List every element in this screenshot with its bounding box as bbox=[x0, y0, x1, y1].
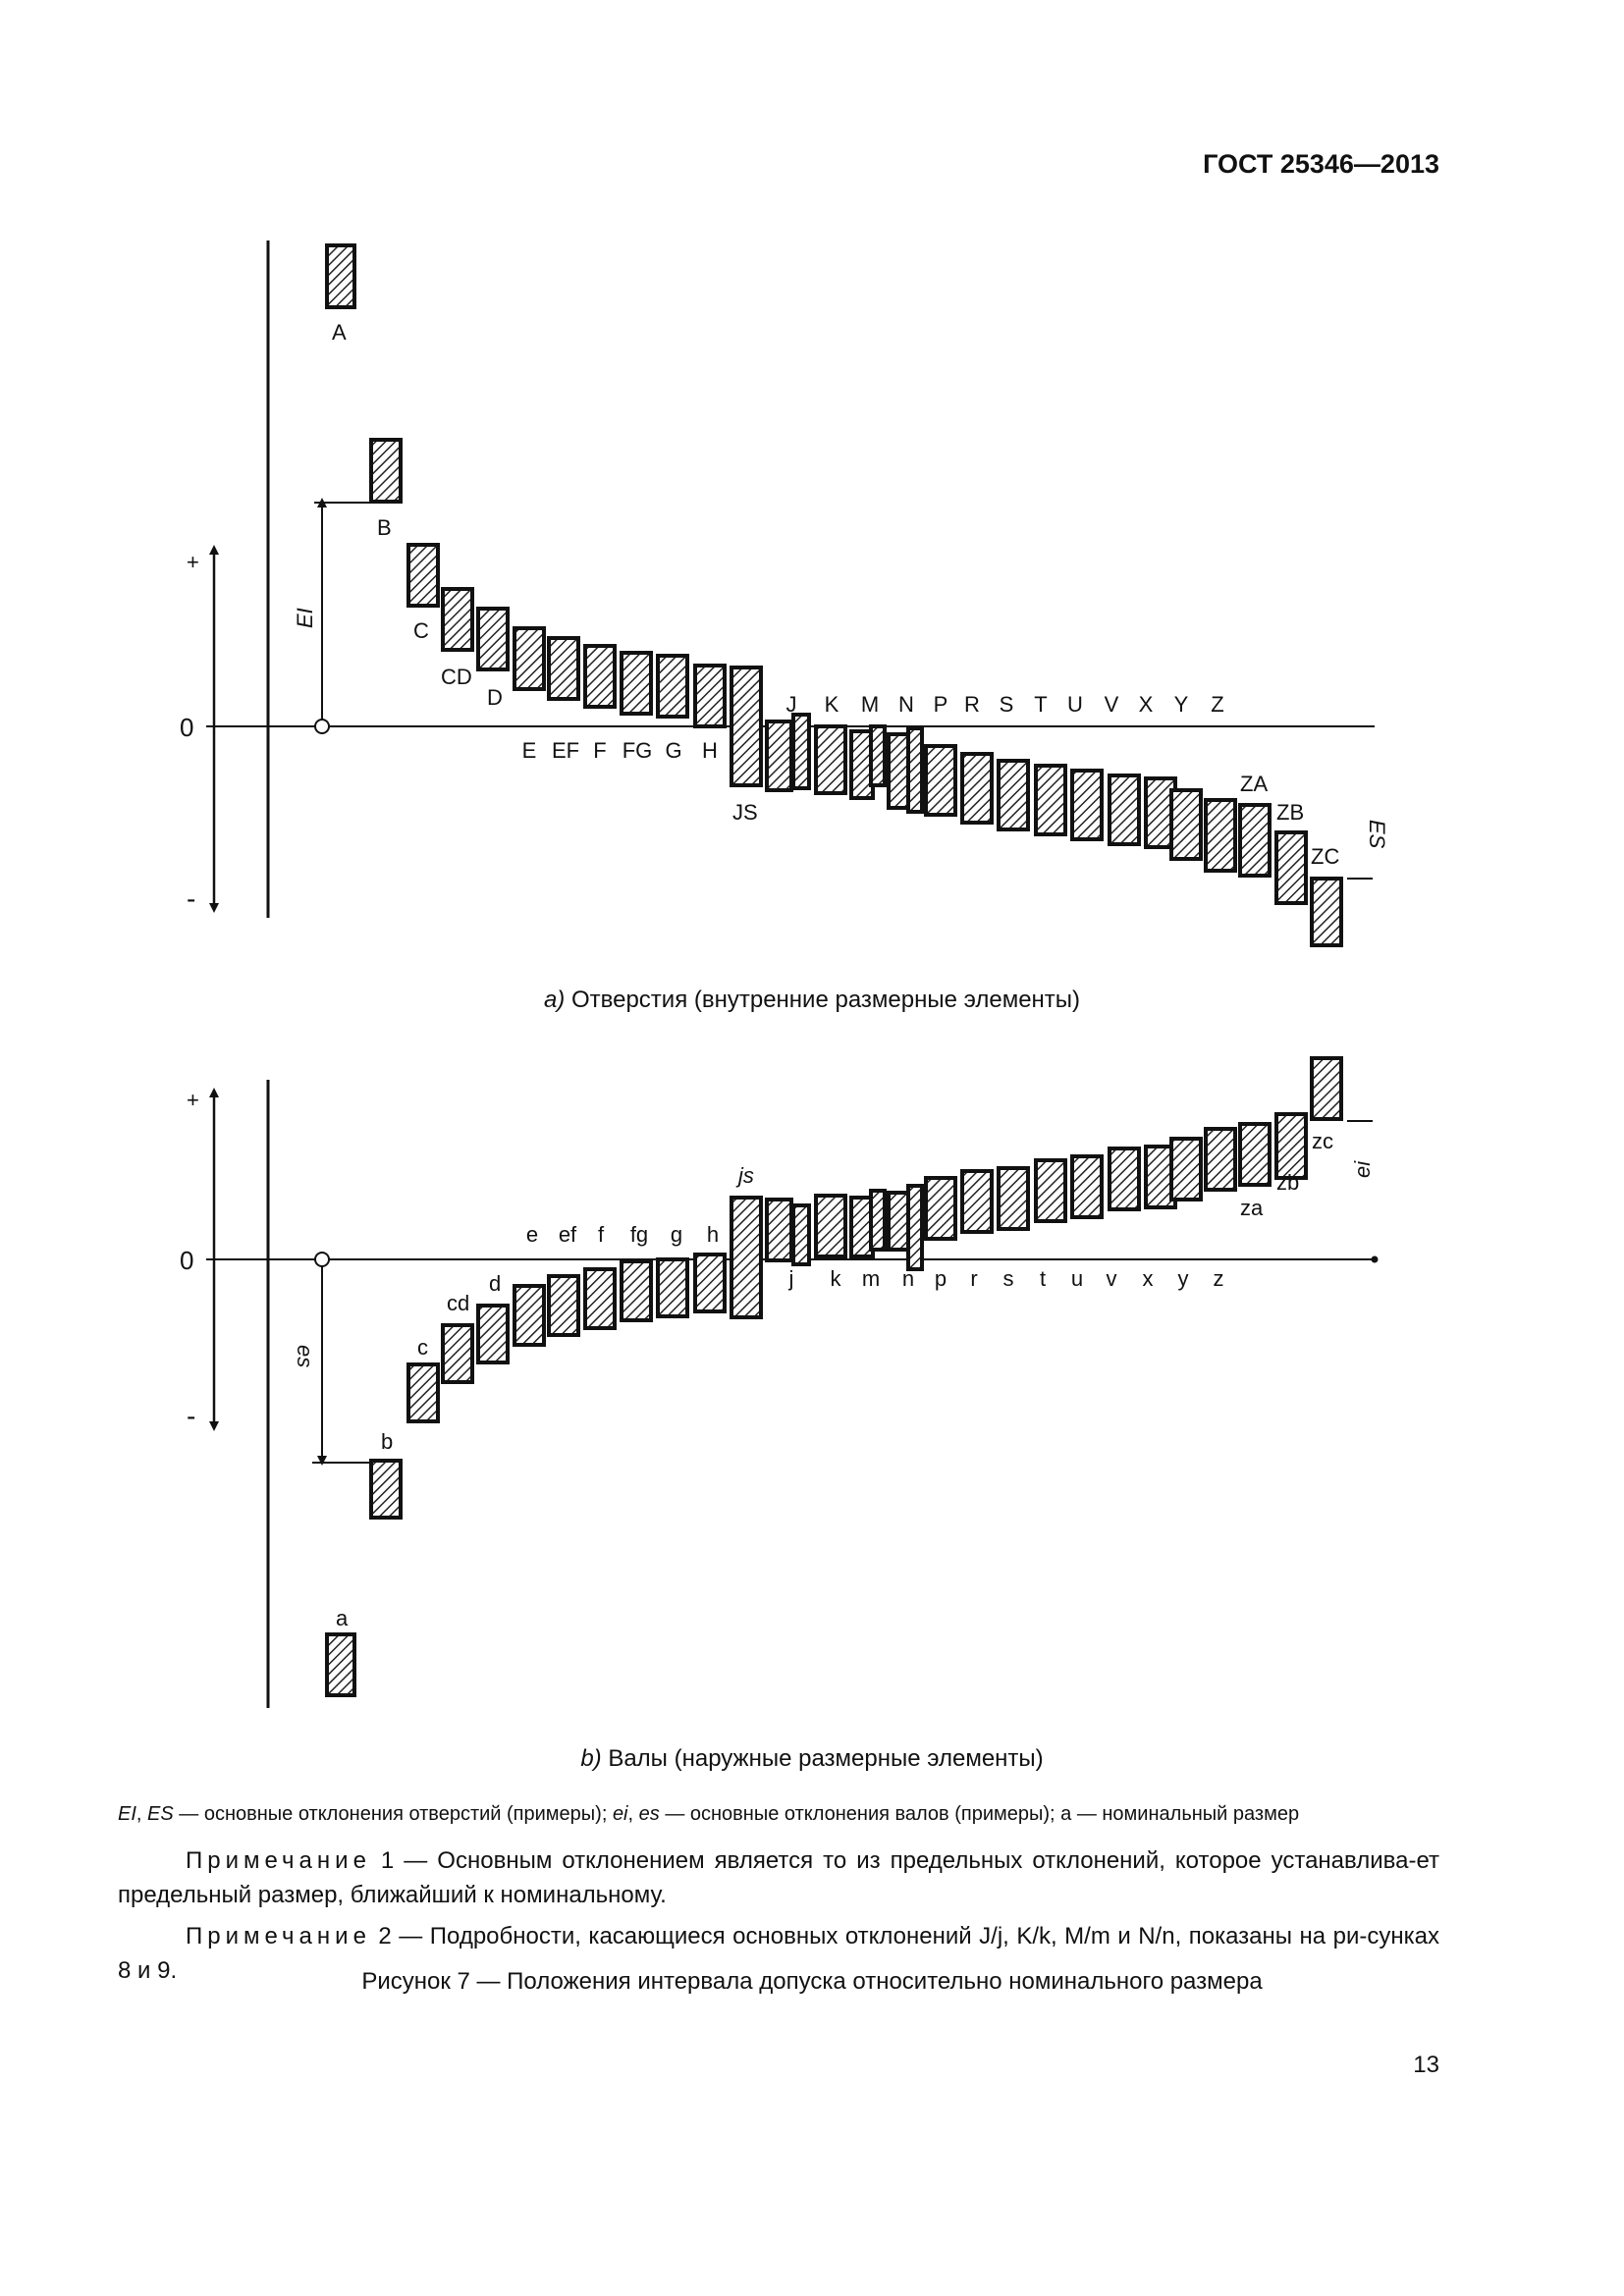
legend-sep1: , bbox=[135, 1803, 148, 1825]
bar-n2 bbox=[908, 1186, 922, 1269]
axis-minus-b: - bbox=[187, 1401, 196, 1431]
label-u: u bbox=[1070, 1266, 1084, 1291]
bar-J bbox=[767, 721, 791, 790]
label-V: V bbox=[1104, 692, 1119, 717]
bar-B bbox=[371, 440, 401, 502]
bar-S bbox=[999, 761, 1028, 829]
bar-U bbox=[1072, 771, 1102, 839]
label-CD: CD bbox=[441, 665, 472, 689]
bar-u bbox=[1072, 1156, 1102, 1217]
bar-d bbox=[478, 1306, 508, 1362]
bar-f bbox=[585, 1269, 615, 1328]
label-C: C bbox=[413, 618, 429, 643]
bar-h bbox=[695, 1255, 725, 1311]
label-zb: zb bbox=[1276, 1170, 1300, 1195]
bar-P bbox=[926, 746, 955, 815]
bar-EF bbox=[549, 638, 578, 699]
bar-v bbox=[1110, 1148, 1139, 1209]
label-m: m bbox=[861, 1266, 881, 1291]
bar-k bbox=[816, 1196, 845, 1256]
axis-plus-b: + bbox=[187, 1088, 199, 1112]
label-G: G bbox=[665, 738, 682, 763]
bar-ZC bbox=[1312, 879, 1341, 945]
bar-m2 bbox=[871, 1191, 885, 1250]
document-header: ГОСТ 25346—2013 bbox=[1203, 149, 1439, 179]
bar-JS bbox=[731, 667, 761, 785]
bar-j2 bbox=[793, 1205, 809, 1264]
note-2-text: 2 — Подробности, касающиеся основных отклонений J/j, K/k, M/m и N/n, показаны на ри-сунках 8 и 9. bbox=[118, 1923, 1439, 1984]
bar-j bbox=[767, 1200, 791, 1260]
label-A: A bbox=[332, 320, 347, 345]
label-g: g bbox=[670, 1222, 683, 1247]
label-js: js bbox=[738, 1163, 754, 1188]
label-a: a bbox=[336, 1606, 349, 1630]
fundamental-deviation-bars-shafts bbox=[327, 1058, 1341, 1695]
bar-D bbox=[478, 609, 508, 669]
label-B: B bbox=[377, 515, 392, 540]
label-S: S bbox=[999, 692, 1014, 717]
figure-a-diagram bbox=[0, 0, 1624, 982]
bar-FG bbox=[622, 653, 651, 714]
figure-b-caption-text: Валы (наружные размерные элементы) bbox=[601, 1745, 1044, 1772]
label-H: H bbox=[702, 738, 718, 763]
bar-p bbox=[926, 1178, 955, 1239]
label-M: M bbox=[860, 692, 880, 717]
fundamental-deviation-bars-holes bbox=[327, 245, 1341, 945]
legend-text1: — основные отклонения отверстий (примеры); bbox=[173, 1803, 613, 1825]
label-z: z bbox=[1213, 1266, 1224, 1291]
label-f: f bbox=[597, 1222, 605, 1247]
bar-M2 bbox=[871, 726, 885, 785]
bar-R bbox=[962, 754, 992, 823]
bar-s bbox=[999, 1168, 1028, 1229]
legend-line bbox=[118, 1803, 1453, 1826]
bar-C bbox=[408, 545, 438, 606]
label-P: P bbox=[933, 692, 948, 717]
label-N: N bbox=[898, 692, 914, 717]
label-n: n bbox=[901, 1266, 915, 1291]
origin-marker-a bbox=[315, 720, 329, 733]
origin-marker-b bbox=[315, 1253, 329, 1266]
label-Z: Z bbox=[1211, 692, 1224, 717]
es-label: ES bbox=[1365, 820, 1389, 849]
label-zc: zc bbox=[1312, 1129, 1333, 1153]
es-label-b: es bbox=[293, 1345, 317, 1368]
label-D: D bbox=[487, 685, 503, 710]
bar-e bbox=[514, 1286, 544, 1345]
bar-za bbox=[1240, 1124, 1270, 1185]
label-p: p bbox=[934, 1266, 947, 1291]
bar-zb bbox=[1276, 1114, 1306, 1178]
axis-zero-a: 0 bbox=[180, 713, 194, 742]
label-ZB: ZB bbox=[1276, 800, 1305, 825]
label-fg: fg bbox=[629, 1222, 649, 1247]
bar-F bbox=[585, 646, 615, 707]
figure-b-diagram bbox=[0, 1031, 1624, 1757]
bar-J2 bbox=[793, 715, 809, 788]
bar-y bbox=[1171, 1139, 1201, 1200]
bar-zc bbox=[1312, 1058, 1341, 1119]
figure-title: Рисунок 7 — Положения интервала допуска относительно номинального размера bbox=[361, 1968, 1263, 1995]
bar-js bbox=[731, 1198, 761, 1317]
label-s: s bbox=[1002, 1266, 1014, 1291]
bar-g bbox=[658, 1259, 687, 1316]
label-j: j bbox=[788, 1266, 794, 1291]
figure-b-caption-letter: b) bbox=[580, 1745, 602, 1772]
label-F: F bbox=[593, 738, 607, 763]
axis-minus-a: - bbox=[187, 883, 196, 914]
bar-z bbox=[1206, 1129, 1235, 1190]
label-J: J bbox=[785, 692, 797, 717]
label-EF: EF bbox=[551, 738, 580, 763]
bar-T bbox=[1036, 766, 1065, 834]
bar-E bbox=[514, 628, 544, 689]
bar-b bbox=[371, 1461, 401, 1518]
legend-es-upper: ES bbox=[147, 1803, 174, 1825]
label-v: v bbox=[1106, 1266, 1117, 1291]
axis-plus-a: + bbox=[187, 550, 199, 574]
axis-zero-b: 0 bbox=[180, 1246, 194, 1275]
bar-r bbox=[962, 1171, 992, 1232]
label-ef: ef bbox=[558, 1222, 577, 1247]
label-y: y bbox=[1177, 1266, 1189, 1291]
label-r: r bbox=[970, 1266, 978, 1291]
figure-a-caption-letter: a) bbox=[543, 987, 566, 1013]
bar-fg bbox=[622, 1261, 651, 1320]
label-d: d bbox=[489, 1271, 502, 1296]
legend-es-lower: es bbox=[638, 1803, 660, 1825]
bar-t bbox=[1036, 1160, 1065, 1221]
label-e: e bbox=[525, 1222, 539, 1247]
label-t: t bbox=[1039, 1266, 1047, 1291]
note-1 bbox=[118, 1843, 1439, 1912]
ei-label: EI bbox=[293, 608, 317, 628]
bar-ZA bbox=[1240, 805, 1270, 876]
label-T: T bbox=[1034, 692, 1048, 717]
bar-ZB bbox=[1276, 832, 1306, 903]
legend-text2: — основные отклонения валов (примеры); а — номинальный размер bbox=[659, 1803, 1300, 1825]
note-2-word: Примечание bbox=[186, 1923, 371, 1949]
bar-N2 bbox=[908, 728, 922, 812]
bar-K bbox=[816, 726, 845, 793]
figure-a-caption-text: Отверстия (внутренние размерные элементы) bbox=[565, 987, 1081, 1013]
figure-b-caption bbox=[0, 1745, 1624, 1773]
label-K: K bbox=[824, 692, 839, 717]
bar-V bbox=[1110, 775, 1139, 844]
label-h: h bbox=[706, 1222, 720, 1247]
label-za: za bbox=[1240, 1196, 1264, 1220]
note-1-word: Примечание bbox=[186, 1847, 371, 1874]
label-U: U bbox=[1067, 692, 1083, 717]
label-FG: FG bbox=[622, 738, 653, 763]
bar-G bbox=[658, 656, 687, 717]
label-b: b bbox=[381, 1429, 394, 1454]
legend-ei-upper: EI bbox=[118, 1803, 136, 1825]
label-k: k bbox=[830, 1266, 841, 1291]
bar-ef bbox=[549, 1276, 578, 1335]
bar-a bbox=[327, 1634, 354, 1695]
label-E: E bbox=[521, 738, 537, 763]
bar-CD bbox=[443, 589, 472, 650]
label-JS: JS bbox=[732, 800, 758, 825]
page-number: 13 bbox=[1413, 2052, 1439, 2078]
label-R: R bbox=[964, 692, 980, 717]
bar-A bbox=[327, 245, 354, 307]
label-ZC: ZC bbox=[1311, 844, 1340, 869]
label-c: c bbox=[417, 1335, 428, 1360]
bar-Z bbox=[1206, 800, 1235, 871]
label-cd: cd bbox=[447, 1291, 470, 1315]
legend-ei-lower: ei bbox=[612, 1803, 628, 1825]
zero-line-end-b bbox=[1372, 1256, 1378, 1262]
ei-label-b: ei bbox=[1350, 1160, 1375, 1178]
bar-H bbox=[695, 666, 725, 726]
label-X: X bbox=[1138, 692, 1154, 717]
bar-Y bbox=[1171, 790, 1201, 859]
figure-a-caption bbox=[0, 987, 1624, 1014]
legend-sep2: , bbox=[627, 1803, 639, 1825]
bar-c bbox=[408, 1364, 438, 1421]
bar-cd bbox=[443, 1325, 472, 1382]
label-Y: Y bbox=[1173, 692, 1189, 717]
note-1-text: 1 — Основным отклонением является то из предельных отклонений, которое устанавлива-ет предельный размер, ближайший к номинальному. bbox=[118, 1847, 1439, 1908]
label-ZA: ZA bbox=[1240, 772, 1269, 796]
label-x: x bbox=[1142, 1266, 1154, 1291]
